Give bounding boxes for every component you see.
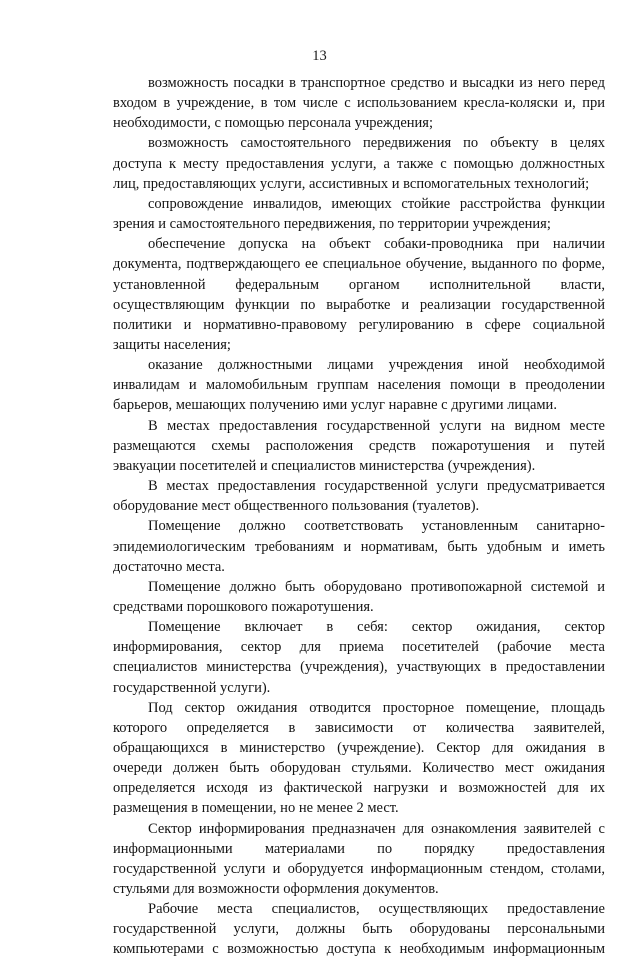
text-line: В местах предоставления государственной услуги предусматривается <box>148 478 605 494</box>
text-line: обеспечение допуска на объект собаки-проводника при наличии <box>148 236 605 253</box>
text-line: Помещение должно соответствовать установленным санитарно- <box>148 518 605 535</box>
text-line: стульями для возможности оформления документов. <box>113 881 439 897</box>
text-line: определяется исходя из фактической нагрузки и возможностей для их <box>113 780 605 797</box>
text-line: лиц, предоставляющих услуги, ассистивных и вспомогательных технологий; <box>113 175 590 192</box>
text-line: средствами порошкового пожаротушения. <box>113 598 374 615</box>
text-line: политики и нормативно-правовому регулированию в сфере социальной <box>113 316 605 333</box>
text-line: государственной услуги, должны быть оборудованы персональными <box>113 921 605 938</box>
text-line: информирования, сектор для приема посетителей (рабочие места <box>113 639 605 656</box>
text-line: Рабочие места специалистов, осуществляющих предоставление <box>148 901 605 918</box>
text-line: специалистов министерства (учреждения), участвующих в предоставлении <box>113 659 605 676</box>
text-line: Сектор информирования предназначен для ознакомления заявителей с <box>148 820 605 837</box>
text-line: оказание должностными лицами учреждения иной необходимой <box>148 357 605 374</box>
text-line: установленной федеральным органом исполнительной власти, <box>113 276 605 293</box>
text-line: документа, подтверждающего ее специальное обучение, выданного по форме, <box>113 256 605 273</box>
page-number: 13 <box>312 48 327 64</box>
text-line: В местах предоставления государственной услуги на видном месте <box>148 417 605 434</box>
text-line: оборудование мест общественного пользования (туалетов). <box>113 498 480 515</box>
text-line: государственной услуги и оборудуется информационным стендом, столами, <box>113 860 605 877</box>
text-line: защиты населения; <box>113 336 231 353</box>
text-line: инвалидам и маломобильным группам населения помощи в преодолении <box>113 377 605 394</box>
text-line: осуществляющим функции по выработке и реализации государственной <box>113 296 605 313</box>
text-line: размещения в помещении, но не менее 2 мест. <box>113 800 399 817</box>
text-line: компьютерами с возможностью доступа к необходимым информационным <box>113 941 605 958</box>
text-line: необходимости, с помощью персонала учреждения; <box>113 115 433 132</box>
text-line: Под сектор ожидания отводится просторное помещение, площадь <box>148 699 605 716</box>
text-line: эвакуации посетителей и специалистов министерства (учреждения). <box>113 457 536 474</box>
text-line: возможность посадки в транспортное средство и высадки из него перед <box>148 75 605 91</box>
text-line: доступа к месту предоставления услуги, а также с помощью должностных <box>113 155 605 172</box>
text-line: возможность самостоятельного передвижения по объекту в целях <box>148 135 605 152</box>
text-line: государственной услуги). <box>113 679 271 696</box>
text-line: размещаются схемы расположения средств пожаротушения и путей <box>113 437 605 454</box>
text-line: достаточно места. <box>113 558 225 575</box>
text-line: Помещение включает в себя: сектор ожидания, сектор <box>148 619 605 635</box>
text-line: эпидемиологическим требованиям и нормативам, быть удобным и иметь <box>113 538 605 555</box>
text-line: Помещение должно быть оборудовано противопожарной системой и <box>148 578 605 595</box>
text-line: барьеров, мешающих получению ими услуг наравне с другими лицами. <box>113 397 557 414</box>
text-line: информационными материалами по порядку предоставления <box>113 840 605 857</box>
text-line: обращающихся в министерство (учреждение). Сектор для ожидания в <box>113 739 605 756</box>
text-line: зрения и самостоятельного передвижения, по территории учреждения; <box>113 216 551 232</box>
text-line: сопровождение инвалидов, имеющих стойкие расстройства функции <box>148 195 605 212</box>
text-line: входом в учреждение, в том числе с использованием кресла-коляски и, при <box>113 95 605 112</box>
text-line: которого определяется в зависимости от количества заявителей, <box>113 719 605 736</box>
text-line: очереди должен быть оборудован стульями. Количество мест ожидания <box>113 760 605 777</box>
